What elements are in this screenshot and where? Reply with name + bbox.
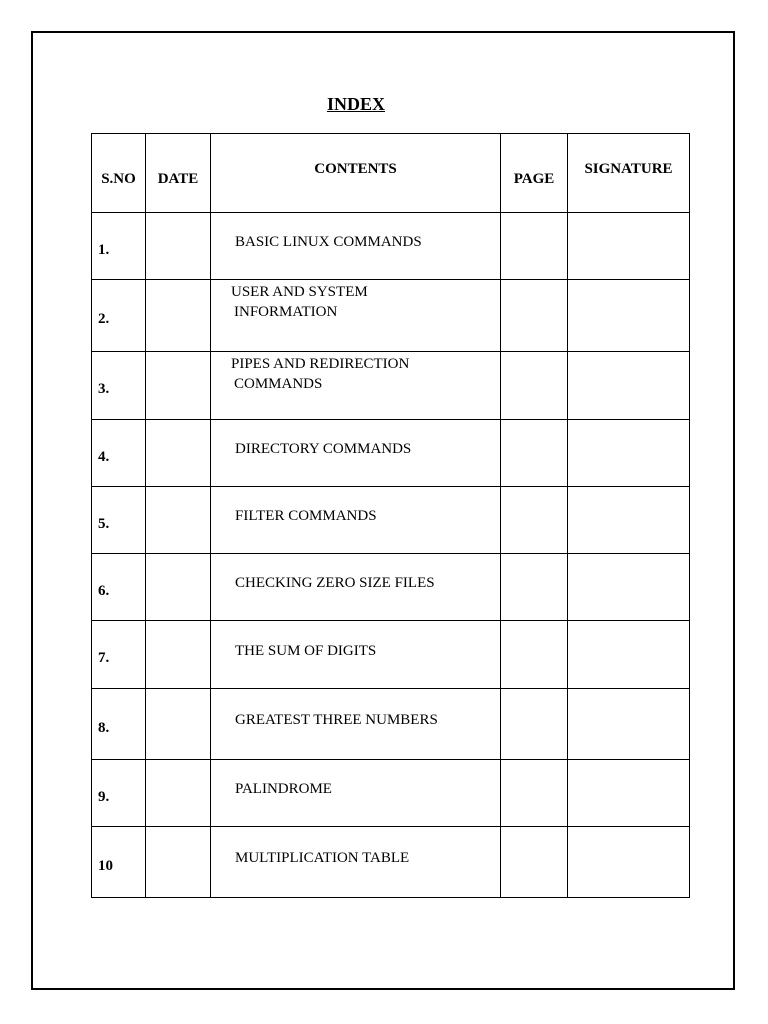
row-signature: [568, 827, 690, 898]
table-header-row: [92, 134, 690, 213]
row-contents: [211, 621, 501, 689]
row-page: [501, 689, 568, 760]
row-sno: 10: [92, 827, 146, 898]
row-sno: 9.: [92, 760, 146, 827]
row-date: [146, 487, 211, 554]
header-date: DATE: [146, 134, 211, 213]
row-contents: [211, 689, 501, 760]
header-page: PAGE: [501, 134, 568, 213]
row-page: [501, 760, 568, 827]
row-contents-text: THE SUM OF DIGITS: [235, 642, 377, 659]
row-page: [501, 213, 568, 280]
row-signature: [568, 213, 690, 280]
row-sno: 1.: [92, 213, 146, 280]
index-table: [91, 133, 690, 898]
row-contents-text: FILTER COMMANDS: [235, 508, 377, 524]
row-contents: [211, 487, 501, 554]
table-row: [92, 689, 690, 760]
table-row: [92, 213, 690, 280]
row-date: [146, 689, 211, 760]
row-signature: [568, 487, 690, 554]
row-date: [146, 280, 211, 352]
row-page: [501, 827, 568, 898]
row-contents-text-line2: INFORMATION: [234, 304, 338, 320]
table-row: [92, 554, 690, 621]
row-signature: [568, 689, 690, 760]
table-row: [92, 621, 690, 689]
row-signature: [568, 760, 690, 827]
page-title: INDEX: [326, 94, 385, 114]
table-row: [92, 760, 690, 827]
row-signature: [568, 621, 690, 689]
row-contents: [211, 213, 501, 280]
row-contents-text: MULTIPLICATION TABLE: [235, 850, 410, 866]
row-contents: [211, 280, 501, 352]
row-contents: [211, 554, 501, 621]
row-page: [501, 352, 568, 420]
row-sno: 2.: [92, 280, 146, 352]
row-sno: 7.: [92, 621, 146, 689]
row-page: [501, 420, 568, 487]
row-contents-text: CHECKING ZERO SIZE FILES: [235, 575, 435, 591]
row-page: [501, 621, 568, 689]
row-signature: [568, 554, 690, 621]
table-row: [92, 280, 690, 352]
row-sno: 8.: [92, 689, 146, 760]
row-contents-text: BASIC LINUX COMMANDS: [235, 234, 422, 250]
row-page: [501, 280, 568, 352]
row-date: [146, 420, 211, 487]
row-date: [146, 621, 211, 689]
row-signature: [568, 352, 690, 420]
row-page: [501, 554, 568, 621]
header-sno: S.NO: [92, 134, 146, 213]
row-page: [501, 487, 568, 554]
row-contents: [211, 420, 501, 487]
row-date: [146, 760, 211, 827]
row-date: [146, 827, 211, 898]
row-sno: 4.: [92, 420, 146, 487]
table-row: [92, 420, 690, 487]
header-signature: SIGNATURE: [568, 134, 690, 213]
row-sno: 5.: [92, 487, 146, 554]
table-row: [92, 352, 690, 420]
row-contents: [211, 352, 501, 420]
row-contents-text: GREATEST THREE NUMBERS: [235, 712, 438, 728]
row-sno: 3.: [92, 352, 146, 420]
row-contents-text: DIRECTORY COMMANDS: [235, 441, 412, 457]
header-contents: CONTENTS: [211, 134, 501, 213]
row-date: [146, 352, 211, 420]
table-row: [92, 827, 690, 898]
row-contents-text: USER AND SYSTEM: [231, 284, 368, 300]
row-date: [146, 554, 211, 621]
row-contents-text-line2: COMMANDS: [234, 376, 323, 392]
row-sno: 6.: [92, 554, 146, 621]
row-signature: [568, 420, 690, 487]
table-row: [92, 487, 690, 554]
row-contents-text: PIPES AND REDIRECTION: [231, 356, 410, 372]
row-date: [146, 213, 211, 280]
row-contents: [211, 827, 501, 898]
row-contents: [211, 760, 501, 827]
row-signature: [568, 280, 690, 352]
row-contents-text: PALINDROME: [235, 781, 332, 797]
